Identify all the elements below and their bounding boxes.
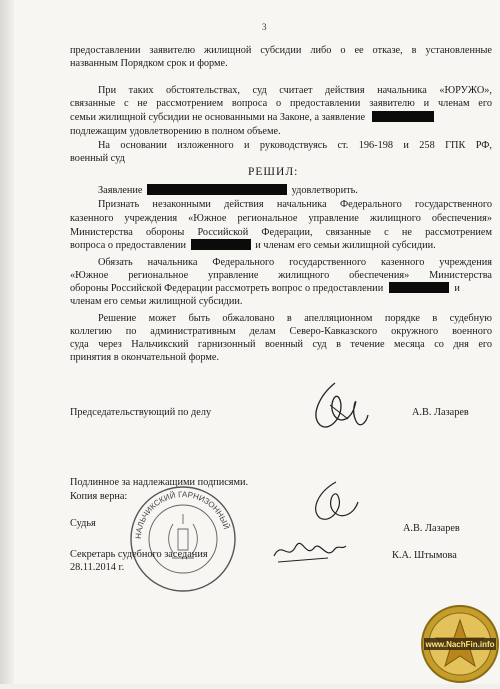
presiding-name: А.В. Лазарев [412, 407, 469, 418]
stamp-text: НАЛЬЧИКСКИЙ ГАРНИЗОННЫЙ [133, 489, 231, 540]
text-fragment: и членам его семьи жилищной субсидии. [255, 240, 436, 251]
text-line: членам его семьи жилищной субсидии. [70, 296, 243, 307]
page-number: 3 [262, 22, 267, 32]
text-line: коллегию по административным делам Северо-Кавказского окружного военного [70, 326, 492, 337]
court-stamp [128, 484, 238, 594]
redacted-name [389, 282, 449, 293]
resolution-heading: РЕШИЛ: [248, 166, 299, 178]
text-line: подлежащим удовлетворению в полном объеме. [70, 126, 281, 137]
text-line: предоставлении заявителю жилищной субсидии либо о ее отказе, в установленные [70, 45, 492, 56]
text-fragment: Заявление [98, 185, 143, 196]
presiding-label: Председательствующий по делу [70, 407, 212, 418]
text-line: «Южное региональное управление жилищного обеспечения» Министерства [70, 270, 492, 281]
text-line [98, 184, 358, 197]
redacted-name [372, 111, 434, 122]
text-fragment: семьи жилищной субсидии не основанными на Законе, а заявление [70, 112, 366, 123]
text-fragment: обороны Российской Федерации рассмотреть вопрос о предоставлении [70, 283, 384, 294]
judge-label: Судья [70, 518, 96, 529]
text-line: принятия в окончательной форме. [70, 352, 220, 363]
redacted-name [191, 239, 251, 250]
text-line: Решение может быть обжаловано в апелляционном порядке в судебную [98, 313, 492, 324]
text-fragment: и [454, 283, 460, 294]
text-line [70, 282, 460, 295]
text-line: На основании изложенного и руководствуясь ст. 196-198 и 258 ГПК РФ, [98, 140, 492, 151]
secretary-label: Секретарь судебного заседания [70, 549, 208, 560]
text-line [70, 111, 492, 124]
text-fragment: удовлетворить. [291, 185, 358, 196]
redacted-name [147, 184, 287, 195]
text-line: названным Порядком срок и форме. [70, 58, 228, 69]
watermark-logo [420, 604, 500, 684]
text-line: казенного учреждения «Южное региональное управление жилищного обеспечения» [70, 213, 492, 224]
watermark-text: www.NachFin.info [425, 640, 495, 649]
original-note: Подлинное за надлежащими подписями. [70, 477, 249, 488]
text-line [70, 239, 436, 252]
presiding-signature [300, 375, 370, 435]
secretary-name: К.А. Штымова [392, 550, 457, 561]
scan-edge [0, 0, 14, 684]
judge-signature [296, 476, 366, 526]
text-line: Обязать начальника Федерального государственного казенного учреждения [98, 257, 492, 268]
text-line: военный суд [70, 153, 125, 164]
text-line: суда через Нальчикский гарнизонный военный суд в течение месяца со дня его [70, 339, 492, 350]
text-line: Министерства обороны Российской Федерации, связанные с не рассмотрением [70, 227, 492, 238]
text-line: При таких обстоятельствах, суд считает действия начальника «ЮРУЖО», [98, 85, 492, 96]
secretary-signature [268, 532, 348, 568]
text-line: Признать незаконными действия начальника Федерального государственного [98, 199, 492, 210]
decision-date: 28.11.2014 г. [70, 562, 125, 573]
text-fragment: вопроса о предоставлении [70, 240, 187, 251]
judge-name: А.В. Лазарев [403, 523, 460, 534]
copy-note: Копия верна: [70, 491, 128, 502]
text-line: связанные с не рассмотрением вопроса о предоставлении заявителю и членам его [70, 98, 492, 109]
